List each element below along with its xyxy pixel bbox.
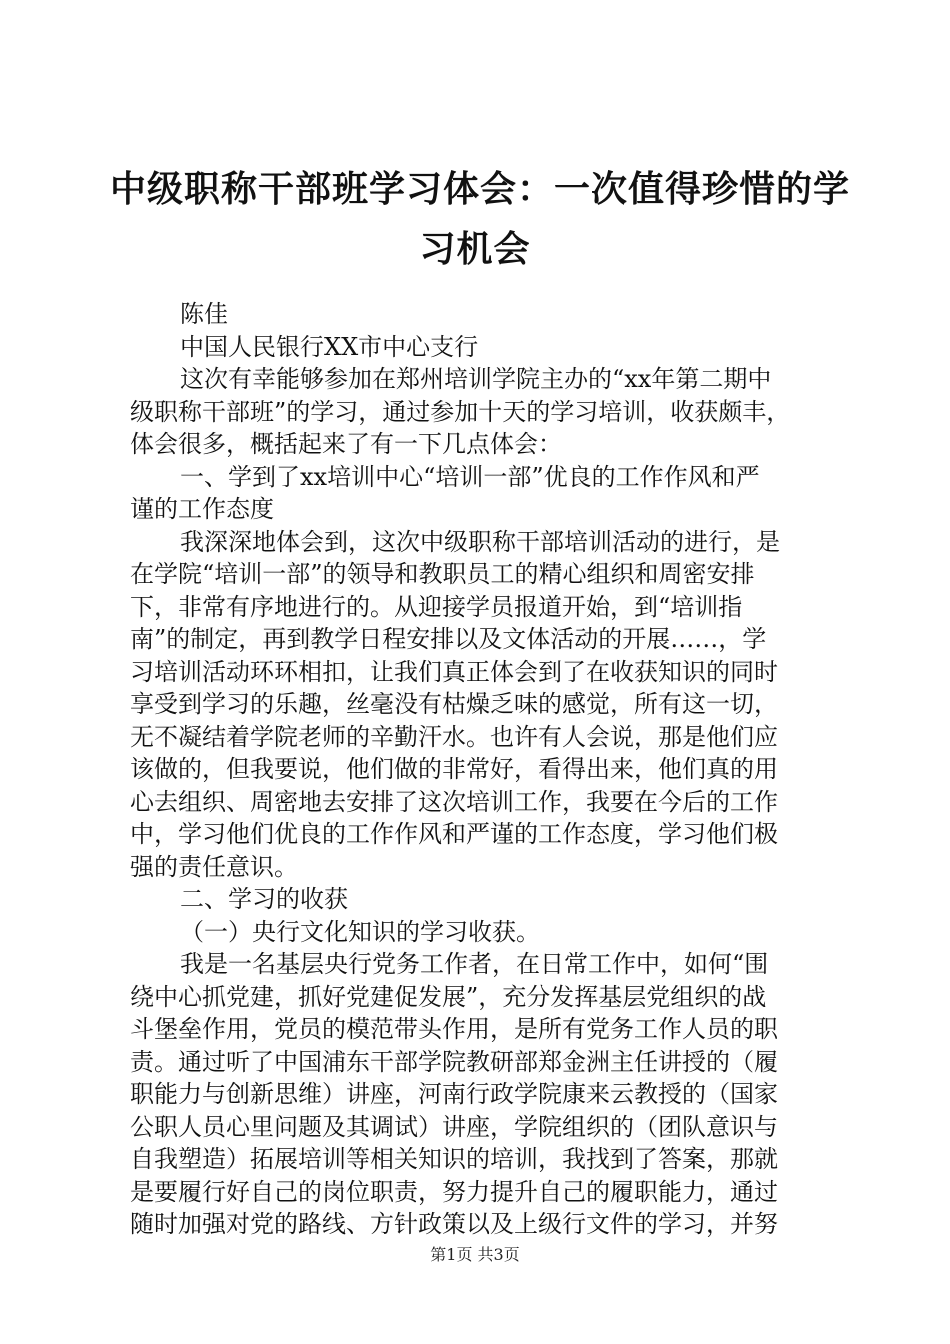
title-line-2: 习机会: [419, 229, 531, 270]
body-line: 体会很多，概括起来了有一下几点体会：: [130, 430, 562, 458]
body-line: 在学院“培训一部”的领导和教职员工的精心组织和周密安排: [130, 560, 755, 588]
author-affiliation: 中国人民银行XX市中心支行: [180, 332, 479, 361]
section-heading: 一、学到了xx培训中心“培训一部”优良的工作作风和严: [180, 462, 760, 491]
body-line: 心去组织、周密地去安排了这次培训工作，我要在今后的工作: [130, 787, 778, 816]
section-heading: 二、学习的收获: [180, 885, 348, 913]
body-line: 南”的制定，再到教学日程安排以及文体活动的开展……，学: [130, 625, 767, 653]
body-line: 这次有幸能够参加在郑州培训学院主办的“xx年第二期中: [180, 365, 772, 393]
body-line: 享受到学习的乐趣，丝毫没有枯燥乏味的感觉，所有这一切，: [130, 690, 778, 718]
page-number: 第1页 共3页: [430, 1245, 520, 1264]
body-line: 绕中心抓党建，抓好党建促发展”，充分发挥基层党组织的战: [130, 982, 767, 1011]
body-line: 公职人员心里问题及其调试）讲座，学院组织的（团队意识与: [130, 1112, 778, 1141]
body-line: 下，非常有序地进行的。从迎接学员报道开始，到“培训指: [130, 592, 743, 621]
document-body: [130, 298, 830, 1241]
body-line: 习培训活动环环相扣，让我们真正体会到了在收获知识的同时: [130, 657, 778, 686]
body-line: 无不凝结着学院老师的辛勤汗水。也许有人会说，那是他们应: [130, 722, 778, 751]
page-footer: [0, 1244, 950, 1266]
body-line: 强的责任意识。: [130, 852, 298, 881]
body-line: 随时加强对党的路线、方针政策以及上级行文件的学习，并努: [130, 1210, 778, 1238]
author-name: 陈佳: [180, 300, 228, 328]
body-line: 中，学习他们优良的工作作风和严谨的工作态度，学习他们极: [130, 820, 778, 848]
subsection-heading: （一）央行文化知识的学习收获。: [180, 917, 540, 946]
body-line: 是要履行好自己的岗位职责，努力提升自己的履职能力，通过: [130, 1177, 778, 1206]
body-line: 责。通过听了中国浦东干部学院教研部郑金洲主任讲授的（履: [130, 1047, 778, 1076]
title-line-1: 中级职称干部班学习体会：一次值得珍惜的学: [110, 169, 851, 210]
document-title: [110, 160, 851, 280]
body-line: 该做的，但我要说，他们做的非常好，看得出来，他们真的用: [130, 755, 778, 783]
body-line: 我深深地体会到，这次中级职称干部培训活动的进行，是: [180, 527, 780, 556]
body-line: 斗堡垒作用，党员的模范带头作用，是所有党务工作人员的职: [130, 1015, 778, 1043]
body-line: 我是一名基层央行党务工作者，在日常工作中，如何“围: [180, 950, 769, 978]
body-line: 级职称干部班”的学习，通过参加十天的学习培训，收获颇丰，: [130, 397, 791, 426]
body-line: 自我塑造）拓展培训等相关知识的培训，我找到了答案，那就: [130, 1145, 778, 1173]
section-heading: 谨的工作态度: [130, 495, 274, 523]
body-line: 职能力与创新思维）讲座，河南行政学院康来云教授的（国家: [130, 1080, 778, 1108]
